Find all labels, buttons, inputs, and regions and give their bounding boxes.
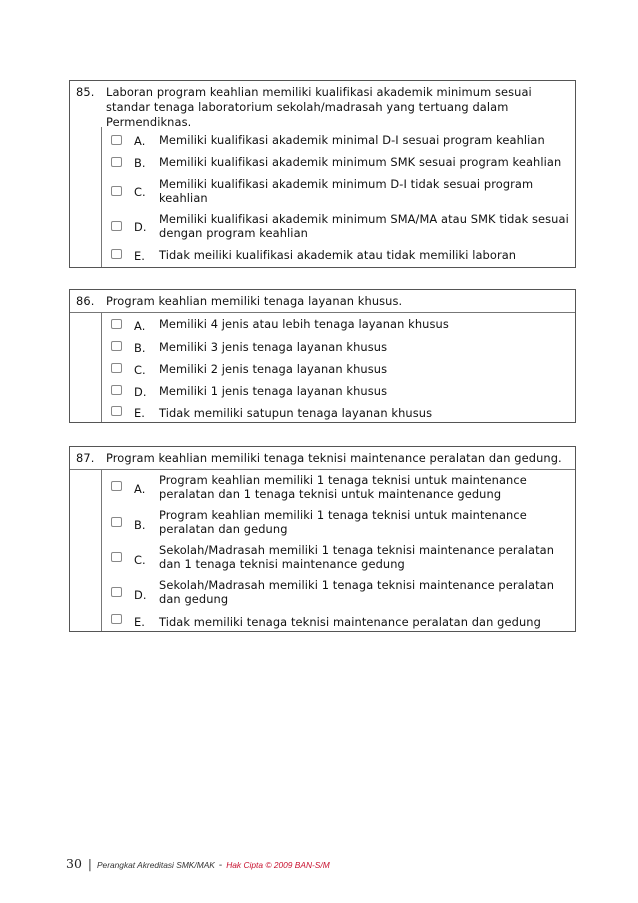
- option-text: Memiliki 4 jenis atau lebih tenaga layanan khusus: [159, 317, 449, 331]
- option-b: [102, 154, 575, 174]
- option-d: [102, 578, 575, 610]
- option-d: [102, 382, 575, 402]
- option-b: [102, 338, 575, 358]
- option-text: Program keahlian memiliki 1 tenaga teknisi untuk maintenance peralatan dan 1 tenaga teknisi untuk maintenance gedung: [159, 473, 527, 501]
- option-c-checkbox[interactable]: [111, 186, 122, 196]
- question-85: [69, 80, 576, 268]
- option-c-checkbox[interactable]: [111, 363, 122, 373]
- page-number: 30: [66, 856, 82, 871]
- option-c: [102, 177, 575, 209]
- question-text: Program keahlian memiliki tenaga teknisi maintenance peralatan dan gedung.: [106, 451, 562, 465]
- option-d-checkbox[interactable]: [111, 221, 122, 231]
- question-86: [69, 289, 576, 423]
- option-a-checkbox[interactable]: [111, 481, 122, 491]
- option-c: [102, 543, 575, 575]
- option-e: [102, 247, 575, 267]
- option-b-checkbox[interactable]: [111, 157, 122, 167]
- option-text: Memiliki kualifikasi akademik minimum D-I tidak sesuai program keahlian: [159, 177, 534, 205]
- option-letter: C.: [134, 553, 146, 567]
- question-text: Laboran program keahlian memiliki kualifikasi akademik minimum sesuai standar tenaga laboratorium sekolah/madrasah yang tertuang dalam Permendiknas.: [106, 85, 532, 129]
- option-text: Memiliki kualifikasi akademik minimum SMA/MA atau SMK tidak sesuai dengan program keahlian: [159, 212, 569, 240]
- option-text: Memiliki 2 jenis tenaga layanan khusus: [159, 362, 388, 376]
- question-text: Program keahlian memiliki tenaga layanan khusus.: [106, 294, 403, 308]
- question-number: 86.: [76, 294, 95, 308]
- option-e-checkbox[interactable]: [111, 249, 122, 259]
- option-d: [102, 212, 575, 244]
- option-letter: A.: [134, 319, 146, 333]
- document-title: Perangkat Akreditasi SMK/MAK: [96, 860, 215, 870]
- option-letter: A.: [134, 482, 146, 496]
- option-list: [101, 313, 575, 422]
- question-header: [70, 447, 575, 470]
- option-a-checkbox[interactable]: [111, 135, 122, 145]
- page-footer: [66, 856, 330, 871]
- option-e-checkbox[interactable]: [111, 614, 122, 624]
- option-e: [102, 404, 575, 422]
- option-letter: D.: [134, 220, 147, 234]
- option-text: Tidak memiliki satupun tenaga layanan khusus: [159, 406, 433, 420]
- option-text: Memiliki kualifikasi akademik minimum SMK sesuai program keahlian: [159, 155, 562, 169]
- option-text: Sekolah/Madrasah memiliki 1 tenaga teknisi maintenance peralatan dan gedung: [159, 578, 555, 606]
- option-letter: D.: [134, 588, 147, 602]
- question-header: [70, 81, 575, 127]
- option-c-checkbox[interactable]: [111, 552, 122, 562]
- option-letter: D.: [134, 385, 147, 399]
- option-text: Sekolah/Madrasah memiliki 1 tenaga teknisi maintenance peralatan dan 1 tenaga teknisi maintenance gedung: [159, 543, 555, 571]
- footer-separator: |: [87, 857, 92, 871]
- option-d-checkbox[interactable]: [111, 385, 122, 395]
- question-number: 87.: [76, 451, 95, 465]
- option-text: Memiliki 3 jenis tenaga layanan khusus: [159, 340, 388, 354]
- option-letter: C.: [134, 363, 146, 377]
- copyright-notice: Hak Cipta © 2009 BAN-S/M: [226, 860, 330, 870]
- option-a: [102, 316, 575, 336]
- option-a: [102, 473, 575, 505]
- question-header: [70, 290, 575, 313]
- option-text: Memiliki 1 jenis tenaga layanan khusus: [159, 384, 388, 398]
- option-b: [102, 508, 575, 540]
- option-e: [102, 613, 575, 631]
- option-letter: B.: [134, 518, 146, 532]
- option-letter: E.: [134, 406, 146, 420]
- option-letter: B.: [134, 341, 146, 355]
- question-87: [69, 446, 576, 632]
- option-d-checkbox[interactable]: [111, 587, 122, 597]
- option-e-checkbox[interactable]: [111, 406, 122, 416]
- option-text: Tidak meiliki kualifikasi akademik atau tidak memiliki laboran: [159, 248, 517, 262]
- option-c: [102, 360, 575, 380]
- option-letter: E.: [134, 615, 146, 629]
- option-a: [102, 132, 575, 152]
- option-list: [101, 470, 575, 631]
- option-b-checkbox[interactable]: [111, 517, 122, 527]
- footer-dash: -: [218, 860, 223, 871]
- question-number: 85.: [76, 85, 95, 99]
- option-letter: A.: [134, 134, 146, 148]
- option-letter: E.: [134, 249, 146, 263]
- option-b-checkbox[interactable]: [111, 341, 122, 351]
- option-a-checkbox[interactable]: [111, 319, 122, 329]
- option-text: Program keahlian memiliki 1 tenaga teknisi untuk maintenance peralatan dan gedung: [159, 508, 527, 536]
- option-letter: C.: [134, 185, 146, 199]
- option-text: Tidak memiliki tenaga teknisi maintenance peralatan dan gedung: [159, 615, 541, 629]
- option-letter: B.: [134, 156, 146, 170]
- option-list: [101, 127, 575, 267]
- option-text: Memiliki kualifikasi akademik minimal D-I sesuai program keahlian: [159, 133, 545, 147]
